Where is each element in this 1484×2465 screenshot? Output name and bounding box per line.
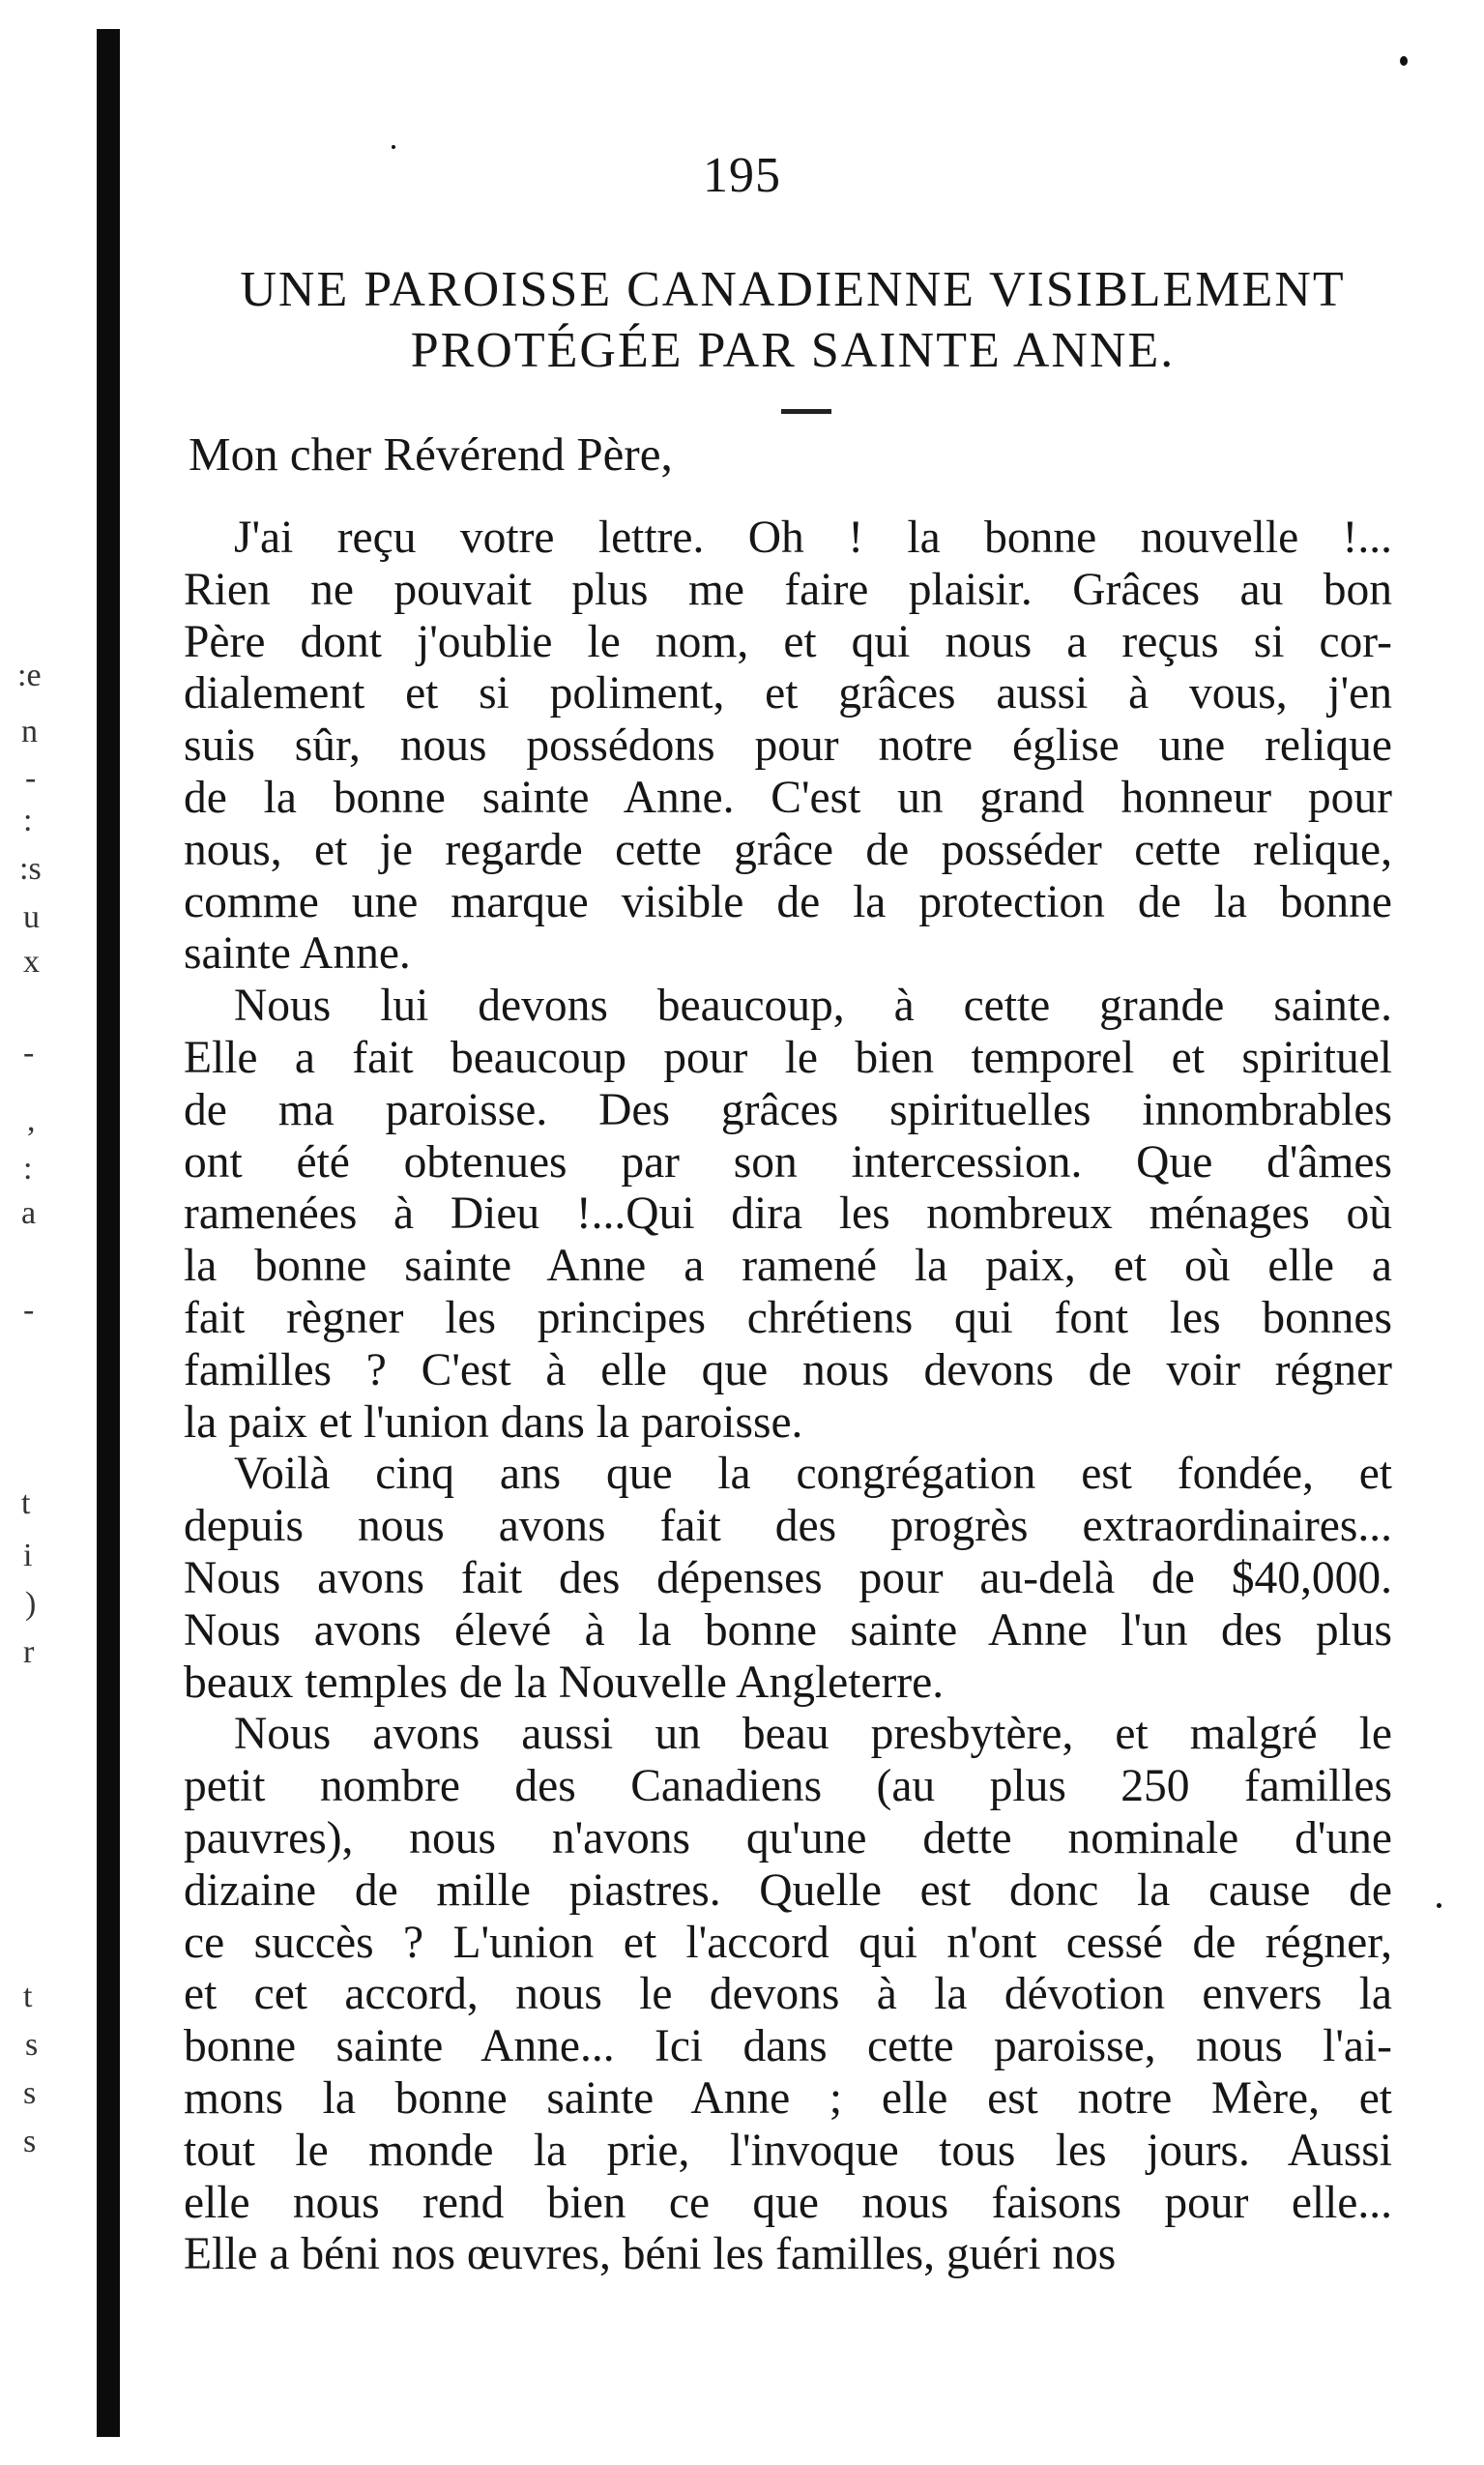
bleed-fragment: s	[25, 2027, 39, 2063]
text-line: mons la bonne sainte Anne ; elle est notre Mère, et	[184, 2072, 1392, 2124]
ink-speck	[1437, 1903, 1441, 1908]
text-line: Elle a béni nos œuvres, béni les familles, guéri nos	[184, 2229, 1117, 2280]
paragraph	[184, 1449, 1392, 1709]
text-line: comme une marque visible de la protection de la bonne	[184, 876, 1392, 927]
bleed-fragment: i	[23, 1538, 33, 1573]
letter-salutation: Mon cher Révérend Père,	[189, 427, 673, 481]
paragraph	[184, 513, 1392, 981]
text-line: et cet accord, nous le devons à la dévotion envers la	[184, 1969, 1392, 2020]
text-line: J'ai reçu votre lettre. Oh ! la bonne nouvelle !...	[234, 513, 1392, 563]
bleed-fragment: t	[21, 1485, 31, 1521]
bleed-fragment: r	[23, 1634, 35, 1670]
text-line: la bonne sainte Anne a ramené la paix, et où elle a	[184, 1241, 1392, 1292]
binding-gutter	[97, 29, 120, 2437]
bleed-fragment: a	[21, 1195, 37, 1231]
bleed-fragment: x	[23, 944, 40, 980]
bleed-fragment: :s	[19, 851, 42, 887]
text-line: familles ? C'est à elle que nous devons de voir régner	[184, 1344, 1392, 1395]
bleed-fragment: :e	[17, 658, 42, 693]
title-rule	[781, 409, 831, 414]
text-line: Nous avons élevé à la bonne sainte Anne l'un des plus	[184, 1604, 1392, 1656]
ink-speck	[392, 145, 395, 149]
bleed-fragment: s	[23, 2124, 37, 2159]
text-line: Elle a fait beaucoup pour le bien temporel et spirituel	[184, 1032, 1392, 1083]
bleed-fragment: )	[25, 1586, 37, 1622]
text-line: tout le monde la prie, l'invoque tous les jours. Aussi	[184, 2125, 1392, 2176]
text-line: nous, et je regarde cette grâce de posséder cette relique,	[184, 824, 1392, 875]
bleed-fragment: u	[23, 899, 40, 935]
text-line: bonne sainte Anne... Ici dans cette paroisse, nous l'ai-	[184, 2021, 1392, 2072]
bleed-fragment: ,	[27, 1102, 36, 1138]
text-line: ont été obtenues par son intercession. Que d'âmes	[184, 1136, 1392, 1188]
letter-body	[184, 513, 1392, 2281]
bleed-fragment: :	[23, 1151, 33, 1187]
text-line: Père dont j'oublie le nom, et qui nous a reçus si cor-	[184, 616, 1392, 667]
text-line: dialement et si poliment, et grâces aussi à vous, j'en	[184, 668, 1392, 719]
bleed-fragment: t	[23, 1979, 33, 2014]
text-line: Voilà cinq ans que la congrégation est fondée, et	[234, 1449, 1392, 1500]
text-line: elle nous rend bien ce que nous faisons pour elle...	[184, 2177, 1392, 2228]
bleed-fragment: :	[23, 803, 33, 838]
page-number: 195	[703, 148, 781, 203]
text-line: Nous avons aussi un beau presbytère, et malgré le	[234, 1709, 1392, 1760]
bleed-fragment: -	[23, 1035, 35, 1071]
paragraph	[184, 1709, 1392, 2281]
text-line: la paix et l'union dans la paroisse.	[184, 1396, 803, 1448]
margin-bleed-through	[0, 0, 87, 2465]
text-line: beaux temples de la Nouvelle Angleterre.	[184, 1657, 945, 1708]
text-line: ce succès ? L'union et l'accord qui n'ont cessé de régner,	[184, 1917, 1392, 1968]
text-line: de la bonne sainte Anne. C'est un grand honneur pour	[184, 772, 1392, 823]
text-line: Nous avons fait des dépenses pour au-delà de $40,000.	[184, 1552, 1392, 1603]
paragraph	[184, 981, 1392, 1449]
text-line: Nous lui devons beaucoup, à cette grande sainte.	[234, 981, 1392, 1032]
bleed-fragment: s	[23, 2075, 37, 2111]
text-line: Rien ne pouvait plus me faire plaisir. Grâces au bon	[184, 564, 1392, 615]
text-line: suis sûr, nous possédons pour notre église une relique	[184, 720, 1392, 772]
text-line: pauvres), nous n'avons qu'une dette nominale d'une	[184, 1812, 1392, 1863]
ink-speck	[1400, 56, 1408, 66]
text-line: depuis nous avons fait des progrès extraordinaires...	[184, 1501, 1392, 1552]
bleed-fragment: -	[23, 1292, 35, 1328]
bleed-fragment: -	[25, 760, 37, 796]
text-line: ramenées à Dieu !...Qui dira les nombreux ménages où	[184, 1188, 1392, 1240]
text-line: fait règner les principes chrétiens qui font les bonnes	[184, 1292, 1392, 1343]
text-line: sainte Anne.	[184, 928, 411, 980]
chapter-title-line-1: UNE PAROISSE CANADIENNE VISIBLEMENT	[240, 262, 1346, 317]
chapter-title-line-2: PROTÉGÉE PAR SAINTE ANNE.	[410, 323, 1176, 378]
text-line: dizaine de mille piastres. Quelle est donc la cause de	[184, 1864, 1392, 1916]
bleed-fragment: n	[21, 714, 38, 749]
text-line: petit nombre des Canadiens (au plus 250 familles	[184, 1761, 1392, 1812]
text-line: de ma paroisse. Des grâces spirituelles innombrables	[184, 1084, 1392, 1135]
